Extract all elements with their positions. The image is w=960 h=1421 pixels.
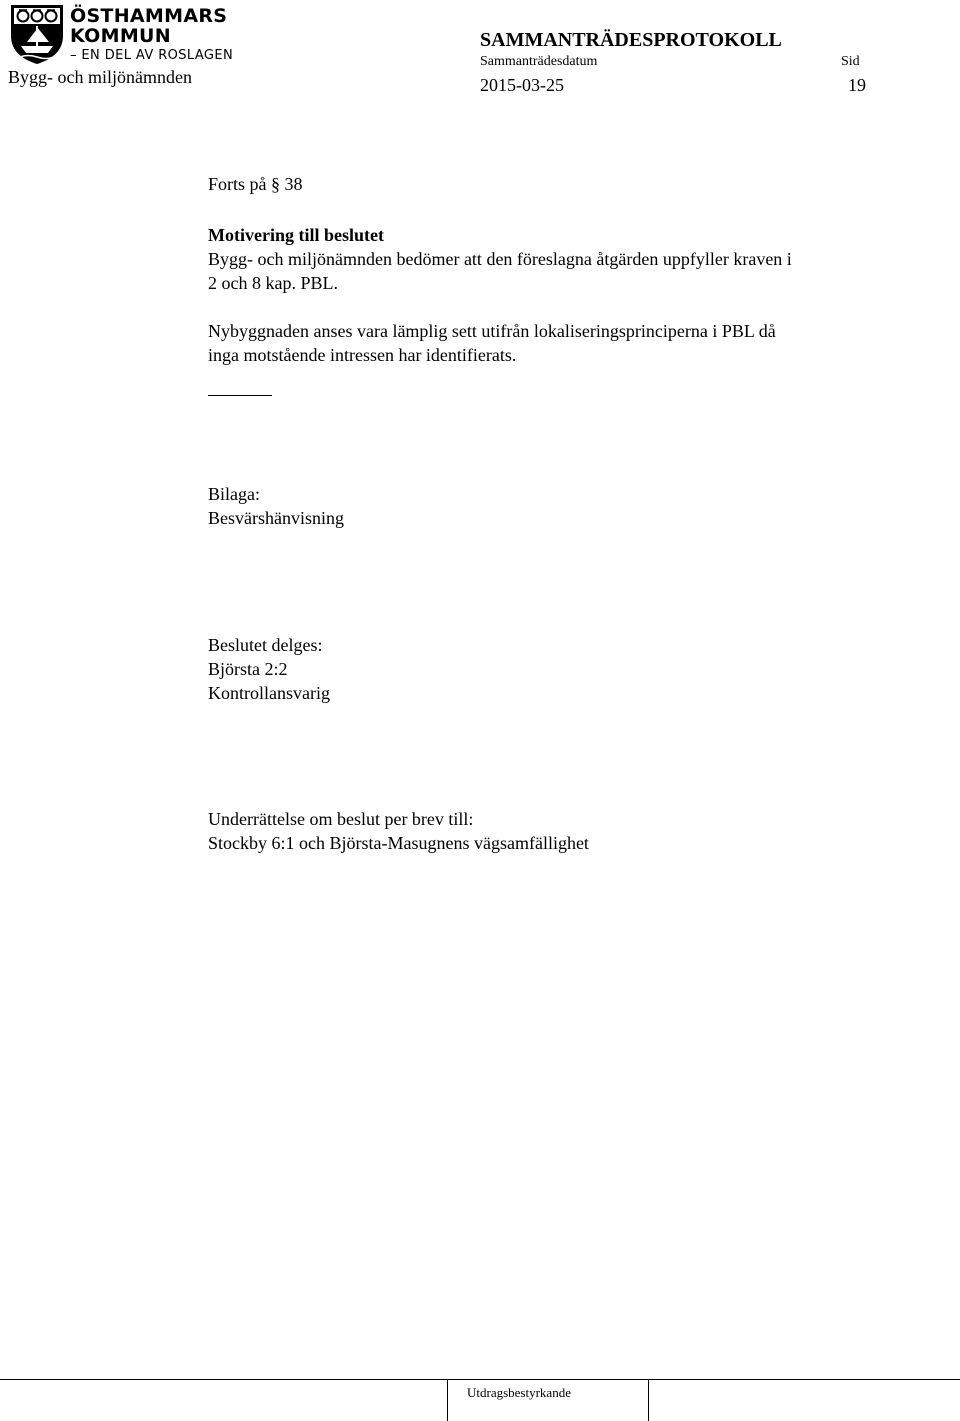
logo-name-line-1: ÖSTHAMMARS xyxy=(70,5,228,27)
attachment-label: Bilaga: xyxy=(208,484,260,504)
motivation-heading: Motivering till beslutet xyxy=(208,225,384,245)
document-title: SAMMANTRÄDESPROTOKOLL xyxy=(480,29,782,51)
certification-label: Utdragsbestyrkande xyxy=(467,1385,571,1400)
logo-name-line-2: KOMMUN xyxy=(70,25,171,47)
notice-recipient: Stockby 6:1 och Björsta-Masugnens vägsamfällighet xyxy=(208,833,589,853)
meeting-date-value: 2015-03-25 xyxy=(480,75,564,95)
distribution-item: Kontrollansvarig xyxy=(208,683,330,703)
coat-of-arms-icon xyxy=(8,2,66,66)
assessment-line-2: inga motstående intressen har identifierats. xyxy=(208,345,517,365)
assessment-line-1: Nybyggnaden anses vara lämplig sett utifrån lokaliseringsprinciperna i PBL då xyxy=(208,321,776,341)
document-body xyxy=(208,172,908,855)
page-label: Sid xyxy=(841,54,860,69)
distribution-label: Beslutet delges: xyxy=(208,635,323,655)
department-name: Bygg- och miljönämnden xyxy=(8,67,192,87)
notice-label: Underrättelse om beslut per brev till: xyxy=(208,809,474,829)
continuation-note: Forts på § 38 xyxy=(208,174,303,194)
page-number: 19 xyxy=(848,75,866,95)
distribution-item: Björsta 2:2 xyxy=(208,659,288,679)
motivation-line-2: 2 och 8 kap. PBL. xyxy=(208,273,338,293)
meeting-date-label: Sammanträdesdatum xyxy=(480,54,598,69)
attachment-value: Besvärshänvisning xyxy=(208,508,344,528)
section-divider xyxy=(208,395,272,396)
logo-wordmark xyxy=(70,6,227,46)
municipality-logo xyxy=(8,2,234,68)
logo-tagline: – EN DEL AV ROSLAGEN xyxy=(70,48,234,63)
motivation-line-1: Bygg- och miljönämnden bedömer att den föreslagna åtgärden uppfyller kraven i xyxy=(208,249,792,269)
